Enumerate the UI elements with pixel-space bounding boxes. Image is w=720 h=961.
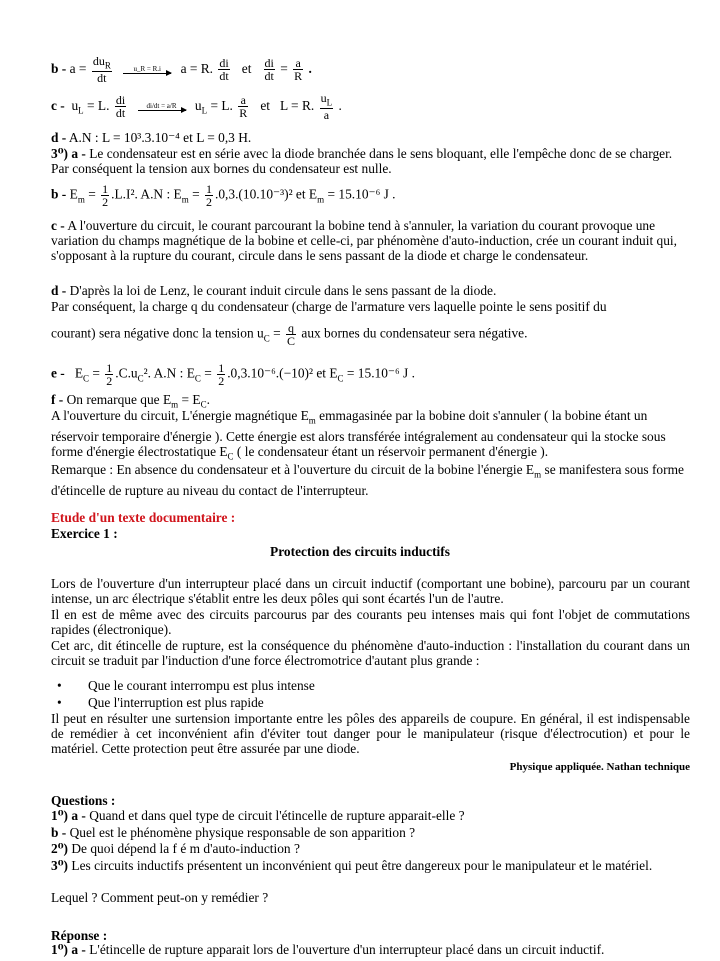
eq-text: =: [88, 186, 96, 202]
paragraph-text: Remarque : En absence du condensateur et à l'ouverture du circuit de la bobine l'énergie E: [51, 462, 535, 477]
study-paragraph-3: Cet arc, dit étincelle de rupture, est la conséquence du phénomène d'auto-induction : l'installation du courant dans un circuit se traduit par l'induction d'une force électromotrice d'autant plus grande :: [51, 638, 690, 668]
eq-text: di: [219, 56, 229, 71]
equation-3b: [51, 183, 690, 208]
answer-3d: [51, 283, 690, 298]
eq-text: .L.I². A.N : E: [111, 186, 182, 202]
equation-c: $c - u_L = L$. $\frac{di}{dt}$ di/dt = a/R $u_L = L$. $\frac{a}{R}$ et L = R. $\frac{u_L}{a}$ .: [51, 91, 342, 123]
item-label: 3⁰) a -: [51, 146, 86, 161]
eq-sub: L: [78, 105, 84, 116]
answer-3c: [51, 218, 690, 263]
eq-text: 1: [106, 361, 113, 375]
item-label: 3⁰): [51, 858, 69, 873]
eq-text: = L.: [210, 97, 233, 113]
answer-3a: [51, 146, 690, 176]
eq-sub: C: [263, 333, 270, 344]
eq-text: A.N : L = 10³.3.10⁻⁴ et L = 0,3 H.: [68, 130, 252, 145]
eq-text: dt: [264, 69, 274, 84]
eq-text: =: [204, 365, 212, 381]
paragraph-text: emmagasinée par la bobine doit s'annuler ( la bobine étant un réservoir temporaire d'énergie ). Cette énergie est alors transférée intégralement au condensateur qui la stocke sous forme d'énergie électrostatique E: [51, 408, 666, 459]
study-paragraph-1: Lors de l'ouverture d'un interrupteur placé dans un circuit inductif (comportant une bobine), parcouru par un courant intense, un arc électrique s'établit entre les deux pôles qui sont écartés l'un de l'autre.: [51, 576, 690, 606]
fraction: [115, 94, 126, 119]
section-heading: Etude d'un texte documentaire :: [51, 510, 236, 525]
fraction: [264, 57, 275, 82]
fraction: [217, 362, 225, 387]
eq-text: = L.: [87, 97, 110, 113]
document-title: Protection des circuits inductifs: [270, 544, 450, 559]
eq-text: = 15.10⁻⁶ J .: [327, 186, 396, 202]
fraction: [105, 362, 113, 387]
fraction: [238, 94, 248, 119]
eq-text: du: [92, 54, 105, 68]
eq-text: =: [92, 365, 100, 381]
paragraph-text: A l'ouverture du circuit, le courant parcourant la bobine tend à s'annuler, la variation du courant provoque une variation du champs magnétique de la bobine et celle-ci, par phénomène d'auto-induction, crée un courant induit qui, s'opposant à la rupture du courant, circule dans le sens passant de la diode et charge le condensateur.: [51, 218, 677, 263]
eq-text: 1: [218, 361, 225, 375]
eq-sub: C: [337, 373, 344, 384]
bullet-item: Que le courant interrompu est plus intense: [88, 678, 315, 693]
eq-sub: m: [171, 399, 179, 410]
fraction: [92, 55, 112, 84]
bullet-item: Que l'interruption est plus rapide: [88, 695, 264, 710]
eq-text: 2: [106, 374, 113, 388]
eq-text: R: [294, 69, 303, 84]
study-paragraph-2: Il en est de même avec des circuits parcourus par des courants peu intenses mais qui font l'objet de commutations rapides (électronique).: [51, 607, 690, 637]
eq-text: u: [320, 91, 327, 105]
item-label: 1⁰) a -: [51, 942, 86, 957]
eq-text: di: [264, 56, 274, 71]
eq-sub: C: [194, 373, 201, 384]
paragraph-text: courant) sera négative donc la tension: [51, 325, 254, 341]
item-label: b -: [51, 825, 67, 840]
eq-sub: C: [83, 373, 90, 384]
eq-text: et: [241, 60, 252, 76]
eq-sub: L: [326, 97, 333, 108]
question-text: Quand et dans quel type de circuit l'étincelle de rupture apparait-elle ?: [89, 808, 465, 823]
implies-arrow: [138, 102, 186, 111]
eq-text: u: [257, 325, 264, 341]
answer-text: L'étincelle de rupture apparait lors de l'ouverture d'un interrupteur placé dans un circuit inductif.: [89, 942, 605, 957]
question-text: Quel est le phénomène physique responsable de son apparition ?: [69, 825, 416, 840]
exercise-label: Exercice 1 :: [51, 526, 118, 541]
paragraph-text: D'après la loi de Lenz, le courant induit circule dans le sens passant de la diode.: [69, 283, 497, 298]
equation-d: [51, 130, 690, 145]
eq-text: =: [273, 325, 281, 341]
question-3-followup: Lequel ? Comment peut-on y remédier ?: [51, 890, 269, 905]
item-label: e -: [51, 365, 65, 381]
paragraph-text: aux bornes du condensateur sera négative.: [301, 325, 528, 341]
item-label: c -: [51, 97, 65, 113]
fraction: [101, 183, 109, 208]
bullet-dot: •: [57, 695, 62, 710]
answer-3d-line3: [51, 322, 690, 347]
eq-text: dt: [97, 71, 107, 86]
equation-b: b - a = $\frac{du_R}{dt}$ u_R = R.i a = R. $\frac{di}{dt}$ et $\frac{di}{dt}$ = $\frac{a}{R}$ .: [51, 54, 312, 86]
eq-text: = 15.10⁻⁶ J .: [346, 365, 415, 381]
paragraph-text: ( le condensateur étant un réservoir permanent d'énergie ).: [236, 443, 549, 459]
eq-text: .: [206, 392, 210, 407]
eq-text: .0,3.10⁻⁶.(−10)² et E: [227, 365, 338, 381]
arrow-label: di/dt = a/R: [146, 102, 177, 111]
energy-paragraph: [51, 408, 690, 464]
eq-text: et: [260, 97, 270, 113]
eq-text: 1: [206, 182, 212, 196]
eq-text: E: [69, 186, 78, 202]
item-label: b -: [51, 60, 67, 76]
fraction: [320, 92, 334, 121]
eq-text: a: [238, 94, 248, 107]
question-3: [51, 858, 690, 873]
question-2: [51, 841, 690, 856]
eq-sub: R: [104, 60, 111, 71]
eq-sub: m: [308, 415, 316, 426]
eq-text: =: [192, 186, 200, 202]
item-label: d -: [51, 283, 67, 298]
item-label: b -: [51, 186, 67, 202]
fraction: [205, 183, 213, 208]
eq-text: R: [239, 106, 248, 121]
paragraph-text: se manifestera sous forme d'étincelle de rupture au niveau du contact de l'interrupteur.: [51, 462, 684, 498]
eq-text: dt: [219, 69, 229, 84]
paragraph-text: On remarque que E: [66, 392, 172, 407]
eq-text: 2: [102, 195, 109, 209]
eq-text: = E: [181, 392, 201, 407]
item-label: d -: [51, 130, 67, 145]
source-citation: Physique appliquée. Nathan technique: [509, 761, 690, 773]
eq-sub: m: [317, 194, 325, 205]
eq-text: a =: [69, 60, 87, 76]
eq-text: 2: [206, 195, 212, 209]
item-label: 1⁰) a -: [51, 808, 86, 823]
answer-1a: [51, 942, 690, 957]
question-text: Les circuits inductifs présentent un inconvénient qui peut être dangereux pour le manipulateur et le matériel.: [71, 858, 653, 873]
eq-text: =: [280, 60, 288, 76]
equation-3e: [51, 362, 690, 387]
paragraph-text: Par conséquent, la charge q du condensateur (charge de l'armature vers laquelle pointe le sens positif du: [51, 299, 607, 314]
answer-heading: Réponse :: [51, 928, 108, 943]
eq-sub: m: [534, 469, 542, 480]
eq-text: a: [323, 108, 330, 123]
eq-text: C: [287, 334, 296, 348]
eq-sub: C: [137, 373, 144, 384]
item-label: 2⁰): [51, 841, 69, 856]
eq-sub: L: [201, 105, 208, 116]
questions-heading: Questions :: [51, 793, 116, 808]
fraction: [218, 57, 229, 82]
fraction: [293, 57, 303, 82]
eq-text: u: [194, 97, 202, 113]
paragraph-text: A l'ouverture du circuit, L'énergie magnétique E: [51, 408, 309, 423]
item-label: c -: [51, 218, 65, 233]
study-paragraph-4: Il peut en résulter une surtension importante entre les pôles des appareils de coupure. En général, il est indispensable de remédier à cet inconvénient afin d'éviter tout danger pour le manipulateur (risque d'électrocution) et pour le matériel. Cette protection peut être assurée par une diode.: [51, 711, 690, 756]
paragraph-text: Le condensateur est en série avec la diode branchée dans le sens bloquant, elle l'empêche donc de se charger. Par conséquent la tension aux bornes du condensateur est nulle.: [51, 146, 673, 176]
eq-text: a = R.: [180, 60, 214, 76]
eq-text: 2: [218, 374, 225, 388]
eq-text: .0,3.(10.10⁻³)² et E: [215, 186, 318, 202]
question-text: De quoi dépend la f é m d'auto-induction ?: [71, 841, 300, 856]
remark-paragraph: [51, 462, 690, 498]
eq-sub: m: [181, 194, 189, 205]
eq-text: di: [115, 93, 126, 108]
eq-text: a: [293, 57, 303, 70]
fraction: [286, 322, 296, 347]
eq-text: .C.u: [115, 365, 138, 381]
eq-sub: C: [200, 399, 207, 410]
arrow-label: u_R = R.i: [133, 65, 161, 74]
eq-text: 1: [102, 182, 109, 196]
question-1b: [51, 825, 690, 840]
eq-text: q: [286, 322, 296, 335]
question-1a: [51, 808, 690, 823]
eq-text: dt: [115, 106, 126, 121]
eq-text: E: [74, 365, 83, 381]
eq-sub: C: [227, 451, 234, 462]
eq-sub: m: [77, 194, 85, 205]
answer-3d-line2: [51, 299, 690, 314]
bullet-dot: •: [57, 678, 62, 693]
eq-text: ². A.N : E: [143, 365, 195, 381]
eq-text: u: [71, 97, 79, 113]
eq-text: L = R.: [280, 97, 315, 113]
implies-arrow: [123, 65, 171, 74]
item-label: f -: [51, 392, 64, 407]
